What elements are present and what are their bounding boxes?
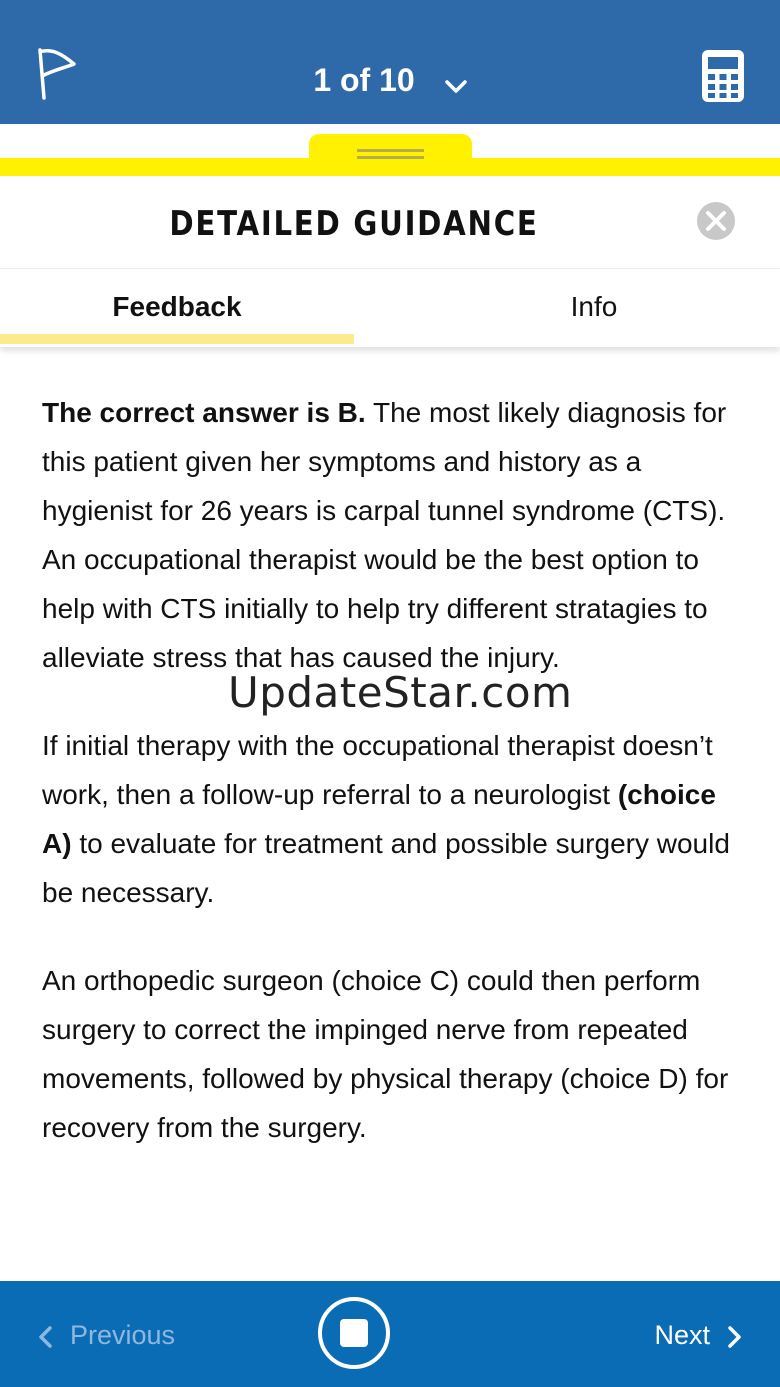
tab-feedback[interactable]: Feedback	[112, 291, 242, 322]
chevron-down-icon[interactable]	[445, 61, 467, 105]
chevron-left-icon	[36, 1323, 54, 1351]
explanation-text: An orthopedic surgeon (choice C) could then perform surgery to correct the impinged nerve from repeated movements, followed by physical therapy (choice D) for recovery from the surgery.	[42, 965, 729, 1143]
drawer-handle[interactable]	[309, 134, 472, 176]
explanation-text: to evaluate for treatment and possible surgery would be necessary.	[42, 828, 730, 908]
calculator-icon[interactable]	[700, 48, 746, 104]
stop-button[interactable]	[317, 1296, 391, 1370]
feedback-paragraph	[42, 721, 747, 917]
top-bar	[0, 0, 780, 124]
guidance-header	[0, 176, 780, 268]
feedback-content	[42, 388, 747, 1191]
active-tab-indicator	[0, 334, 354, 344]
grip-line	[357, 156, 424, 159]
chevron-right-icon	[726, 1323, 744, 1351]
next-button[interactable]	[654, 1317, 744, 1353]
feedback-paragraph	[42, 388, 747, 682]
explanation-text: If initial therapy with the occupational therapist doesn’t work, then a follow-up referral to a neurologist	[42, 730, 713, 810]
bottom-nav-bar	[0, 1281, 780, 1387]
tab-info[interactable]: Info	[570, 291, 618, 322]
previous-button[interactable]	[36, 1317, 175, 1353]
previous-label: Previous	[70, 1320, 176, 1350]
watermark-text: UpdateStar.com	[228, 668, 573, 717]
stop-icon	[317, 1296, 391, 1370]
guidance-title: DETAILED GUIDANCE	[169, 204, 539, 244]
correct-answer-label: The correct answer is B.	[42, 397, 366, 428]
explanation-text: The most likely diagnosis for this patient given her symptoms and history as a hygienist for 26 years is carpal tunnel syndrome (CTS). An occupational therapist would be the best option to help with CTS initially to help try different stratagies to alleviate stress that has caused the injury.	[42, 397, 727, 673]
close-icon[interactable]	[696, 201, 736, 241]
question-counter-label: 1 of 10	[313, 62, 415, 98]
grip-line	[357, 149, 424, 152]
choice-label: (choice A)	[42, 779, 716, 859]
next-label: Next	[654, 1320, 710, 1350]
question-counter[interactable]	[0, 58, 780, 105]
feedback-paragraph	[42, 956, 747, 1152]
